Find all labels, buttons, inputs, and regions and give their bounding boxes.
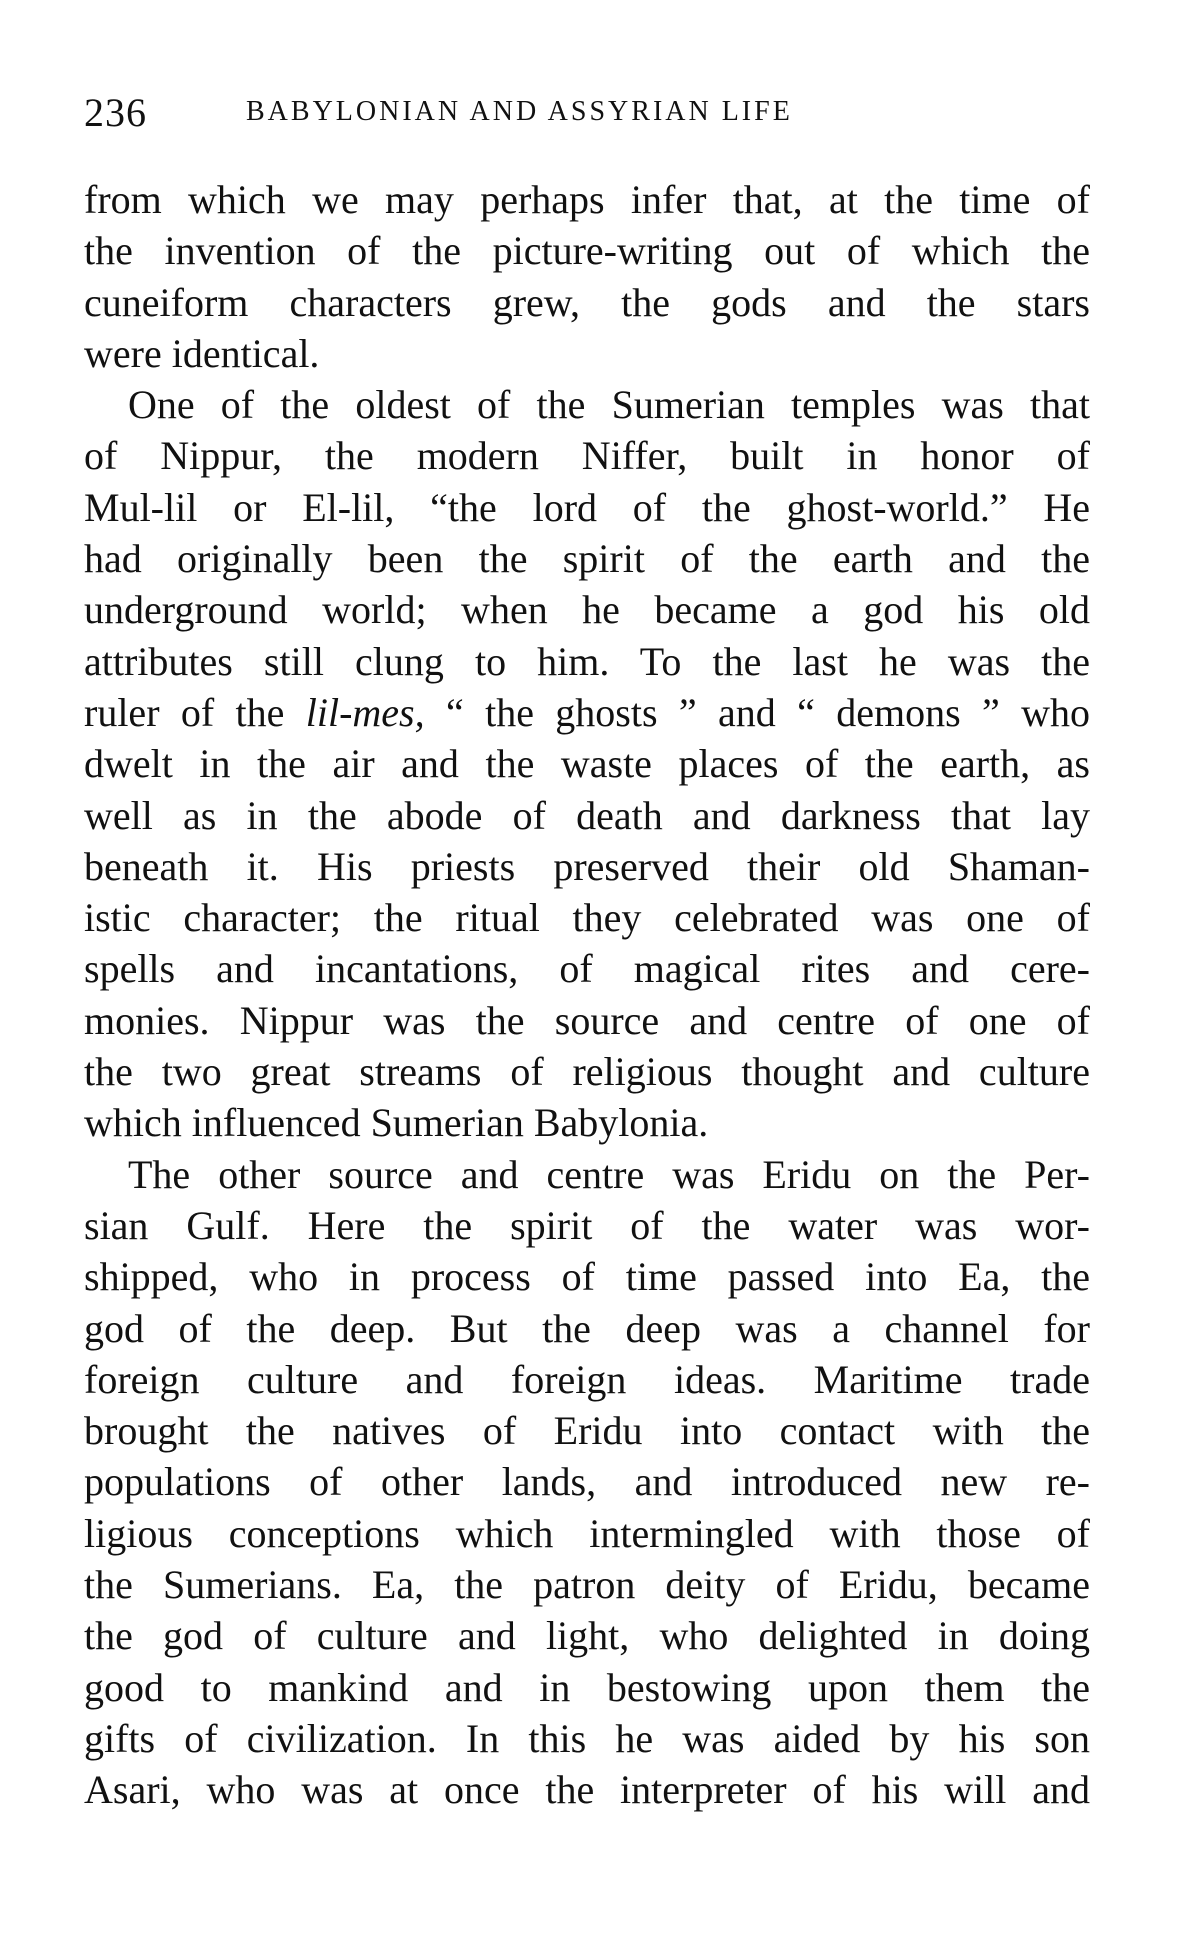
text-line: god of the deep. But the deep was a channel for (84, 1305, 1090, 1351)
text-line: sian Gulf. Here the spirit of the water was wor- (84, 1202, 1090, 1248)
text-line: attributes still clung to him. To the last he was the (84, 638, 1090, 684)
text-line: of Nippur, the modern Niffer, built in honor of (84, 433, 1090, 479)
text-line: istic character; the ritual they celebrated was one of (84, 895, 1090, 941)
text-segment: “ the ghosts ” and “ demons ” who (424, 689, 1090, 735)
body-text (84, 174, 1090, 1816)
text-line-mixed (84, 687, 1090, 738)
text-line: Mul-lil or El-lil, “the lord of the ghost-world.” He (84, 484, 1090, 530)
text-line: were identical. (84, 330, 320, 376)
text-line: populations of other lands, and introduced new re- (84, 1459, 1090, 1505)
text-line: spells and incantations, of magical rites and cere- (84, 946, 1090, 992)
text-line: the god of culture and light, who delighted in doing (84, 1613, 1090, 1659)
text-line: well as in the abode of death and darkness that lay (84, 792, 1090, 838)
text-line: cuneiform characters grew, the gods and the stars (84, 279, 1090, 325)
text-line: monies. Nippur was the source and centre of one of (84, 997, 1090, 1043)
text-line: underground world; when he became a god his old (84, 587, 1090, 633)
text-line: the invention of the picture-writing out of which the (84, 228, 1090, 274)
text-line: which influenced Sumerian Babylonia. (84, 1100, 709, 1146)
text-line: good to mankind and in bestowing upon them the (84, 1664, 1090, 1710)
text-line: the two great streams of religious thought and culture (84, 1049, 1090, 1095)
text-line: had originally been the spirit of the earth and the (84, 536, 1090, 582)
text-line: beneath it. His priests preserved their old Shaman- (84, 843, 1090, 889)
text-line: ligious conceptions which intermingled with those of (84, 1510, 1090, 1556)
running-head (84, 88, 1084, 138)
text-line: from which we may perhaps infer that, at the time of (84, 177, 1090, 222)
text-line: foreign culture and foreign ideas. Maritime trade (84, 1356, 1090, 1402)
text-line: The other source and centre was Eridu on the Per- (128, 1151, 1090, 1197)
text-line: Asari, who was at once the interpreter of his will and (84, 1767, 1090, 1813)
running-title: BABYLONIAN AND ASSYRIAN LIFE (246, 96, 793, 127)
text-line: shipped, who in process of time passed into Ea, the (84, 1254, 1090, 1300)
text-line: One of the oldest of the Sumerian temples was that (128, 382, 1090, 428)
page-number: 236 (84, 90, 147, 135)
text-line: the Sumerians. Ea, the patron deity of Eridu, became (84, 1562, 1090, 1608)
italic-term: lil-mes, (305, 689, 425, 735)
text-line: dwelt in the air and the waste places of the earth, as (84, 741, 1090, 787)
text-line: brought the natives of Eridu into contact with the (84, 1408, 1090, 1454)
text-segment: ruler of the (84, 689, 306, 735)
text-line: gifts of civilization. In this he was aided by his son (84, 1715, 1090, 1761)
